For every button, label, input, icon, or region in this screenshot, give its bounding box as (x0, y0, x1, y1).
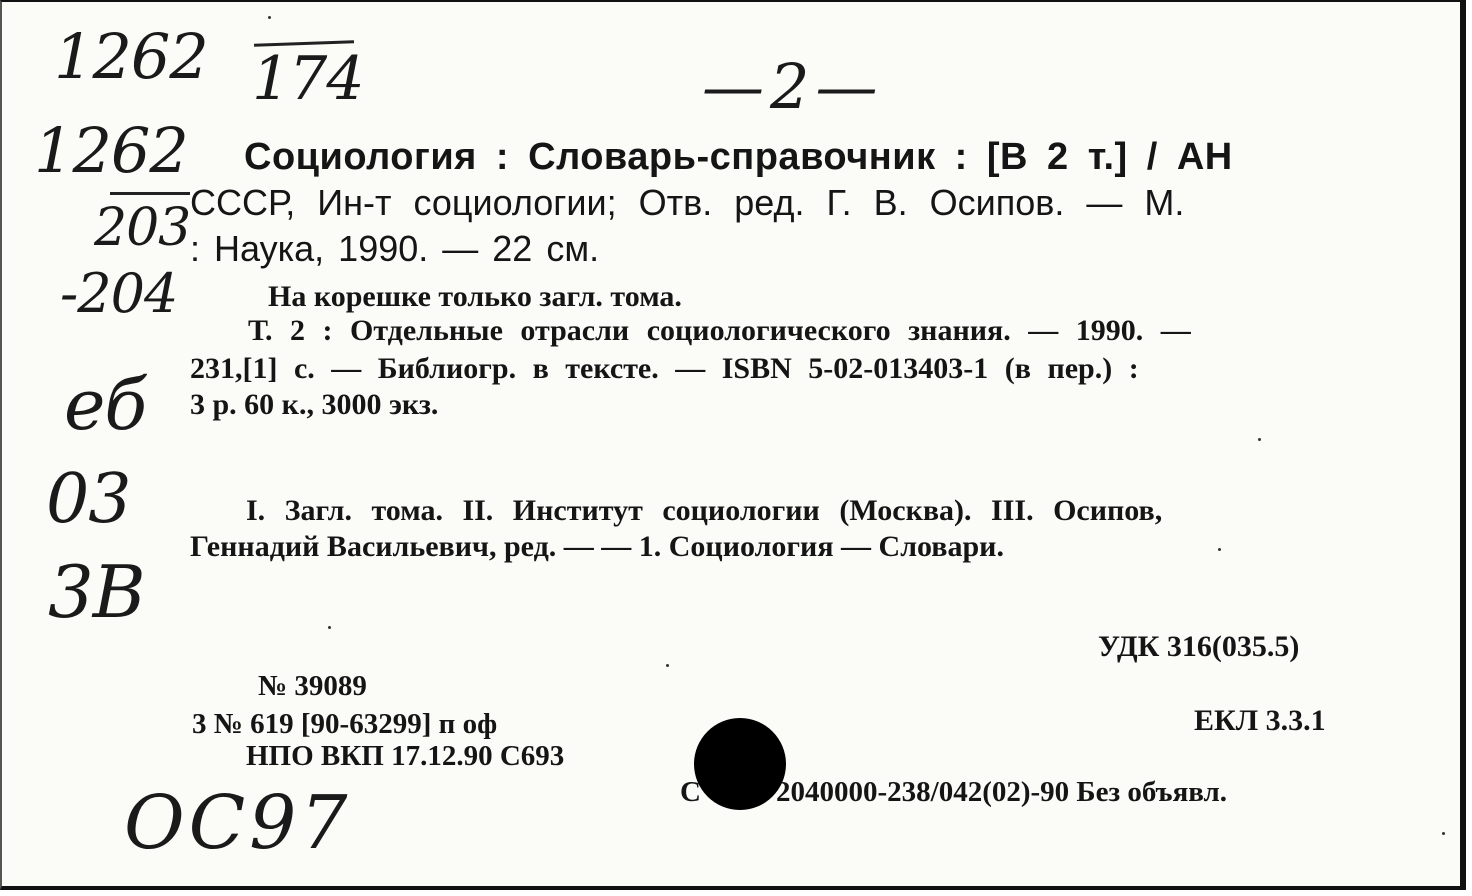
tracing-line-2: Геннадий Васильевич, ред. — — 1. Социология — Словари. (190, 530, 1004, 563)
handwritten-left-number: 1262 (34, 114, 188, 187)
handwritten-left-range-b: -204 (60, 262, 178, 325)
scan-speck (1218, 548, 1221, 551)
order-number: 3 № 619 [90-63299] п оф (192, 708, 498, 740)
classification-code: 2040000-238/042(02)-90 Без объявл. (776, 776, 1228, 808)
entry-line-3: : Наука, 1990. — 22 см. (190, 228, 600, 269)
volume-line-3: 3 р. 60 к., 3000 экз. (190, 388, 439, 421)
code-prefix: С (680, 776, 701, 808)
handwritten-top-number: 1262 (54, 20, 208, 93)
entry-line-1: Социология : Словарь-справочник : [В 2 т.] / АН (244, 136, 1233, 178)
entry-note: На корешке только загл. тома. (268, 280, 682, 313)
handwritten-page-mark: —2— (702, 50, 884, 123)
handwritten-bottom-code: ОС97 (124, 780, 352, 866)
handwritten-mark-03: 03 (46, 460, 131, 539)
scan-speck (1258, 438, 1261, 441)
volume-line-1: Т. 2 : Отдельные отрасли социологического знания. — 1990. — (248, 314, 1191, 347)
scan-speck (666, 664, 669, 667)
card-number: № 39089 (258, 670, 367, 702)
scan-speck (328, 626, 331, 629)
udk-code: УДК 316(035.5) (1098, 630, 1300, 663)
handwritten-left-range-a: 203 (94, 198, 191, 258)
publisher-line: НПО ВКП 17.12.90 С693 (246, 740, 565, 772)
punch-hole (694, 718, 786, 810)
tracing-line-1: I. Загл. тома. II. Институт социологии (Москва). III. Осипов, (246, 494, 1163, 527)
left-fraction-bar (110, 192, 190, 195)
handwritten-mark-eb: еб (64, 364, 147, 446)
scan-speck (1442, 832, 1445, 835)
ekl-code: ЕКЛ 3.3.1 (1194, 704, 1326, 737)
volume-line-2: 231,[1] с. — Библиогр. в тексте. — ISBN 5-02-013403-1 (в пер.) : (190, 352, 1139, 385)
handwritten-top-fraction: 174 (252, 44, 364, 114)
handwritten-mark-3v: 3В (48, 550, 145, 634)
scan-speck (268, 16, 271, 19)
entry-line-2: СССР, Ин-т социологии; Отв. ред. Г. В. Осипов. — М. (190, 182, 1185, 223)
